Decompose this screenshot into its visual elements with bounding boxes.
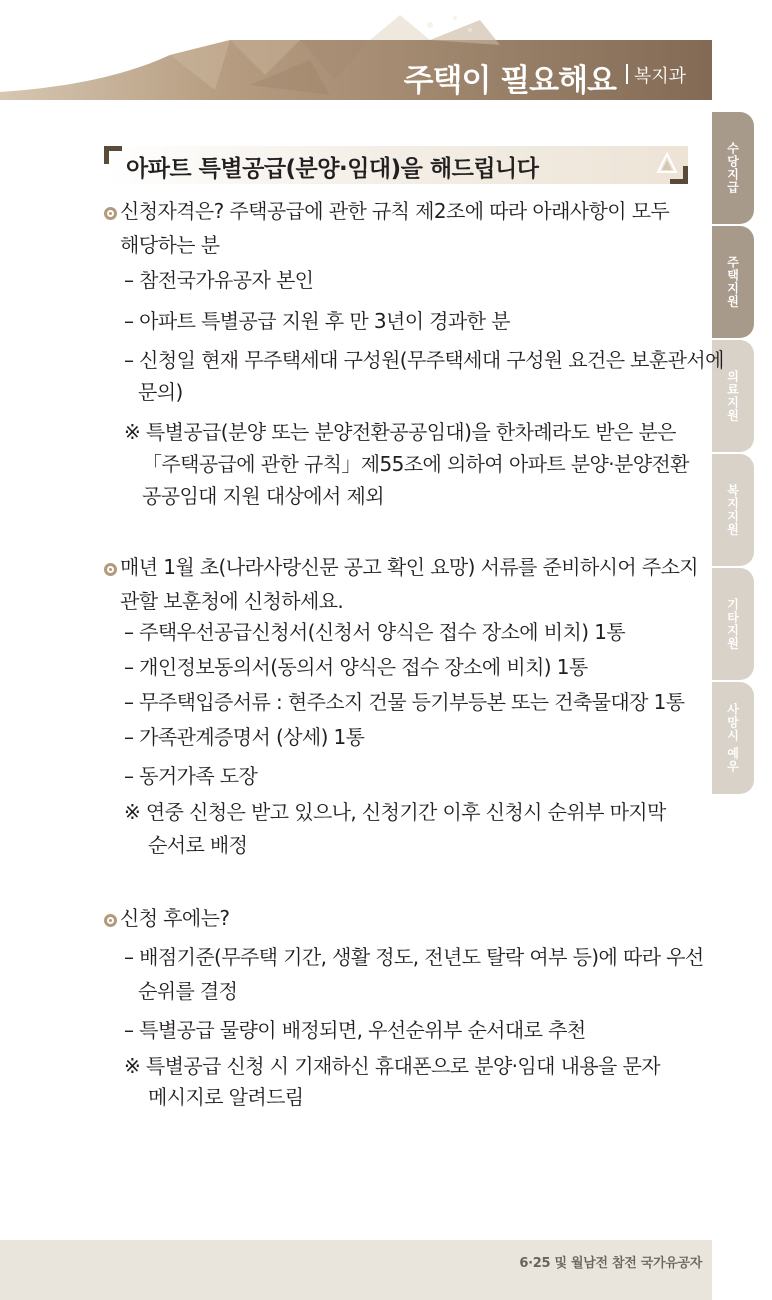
list-item: – 신청일 현재 무주택세대 구성원(무주택세대 구성원 요건은 보훈관서에: [124, 348, 724, 372]
list-item: – 무주택입증서류 : 현주소지 건물 등기부등본 또는 건축물대장 1통: [124, 690, 685, 714]
list-item: – 동거가족 도장: [124, 764, 258, 788]
list-item-cont: 문의): [138, 380, 183, 404]
tab-welfare[interactable]: [712, 454, 754, 566]
tab-housing[interactable]: [712, 226, 754, 338]
page-title: 주택이 필요해요: [403, 63, 616, 99]
tab-label: 복지지원: [725, 484, 740, 536]
eligibility-heading-cont: 해당하는 분: [120, 233, 220, 257]
tab-label: 기타지원: [725, 598, 740, 650]
tab-label: 수당지급: [725, 142, 740, 194]
note-text-cont: 「주택공급에 관한 규칙」제55조에 의하여 아파트 분양·분양전환: [142, 452, 689, 476]
list-item: – 아파트 특별공급 지원 후 만 3년이 경과한 분: [124, 309, 510, 333]
list-item: – 주택우선공급신청서(신청서 양식은 접수 장소에 비치) 1통: [124, 620, 626, 644]
list-item: – 가족관계증명서 (상세) 1통: [124, 725, 365, 749]
note-text: ※ 특별공급(분양 또는 분양전환공공임대)을 한차례라도 받은 분은: [124, 420, 676, 444]
application-heading-cont: 관할 보훈청에 신청하세요.: [120, 589, 344, 613]
bullet-icon: [104, 914, 117, 927]
tab-allowance[interactable]: [712, 112, 754, 224]
application-heading: 매년 1월 초(나라사랑신문 공고 확인 요망) 서류를 준비하시어 주소지: [120, 555, 699, 579]
title-separator: [626, 64, 628, 84]
list-item-cont: 순위를 결정: [138, 979, 238, 1003]
section-tabs: [712, 0, 772, 1300]
tab-label: 주택지원: [725, 256, 740, 308]
note-text-cont: 공공임대 지원 대상에서 제외: [142, 484, 384, 508]
section-title: 아파트 특별공급(분양·임대)을 해드립니다: [126, 156, 539, 182]
note-text: ※ 연중 신청은 받고 있으나, 신청기간 이후 신청시 순위부 마지막: [124, 800, 666, 824]
after-heading: 신청 후에는?: [120, 906, 230, 930]
page-footer: [0, 1240, 712, 1300]
list-item: – 참전국가유공자 본인: [124, 268, 314, 292]
note-text-cont: 메시지로 알려드림: [148, 1085, 304, 1109]
tab-other[interactable]: [712, 568, 754, 680]
tab-label: 사망시 예우: [725, 702, 740, 774]
eligibility-heading: 신청자격은? 주택공급에 관한 규칙 제2조에 따라 아래사항이 모두: [120, 199, 670, 223]
department-label: 복지과: [633, 66, 686, 87]
list-item: – 특별공급 물량이 배정되면, 우선순위부 순서대로 추천: [124, 1018, 586, 1042]
tab-label: 의료지원: [725, 370, 740, 422]
list-item: – 배점기준(무주택 기간, 생활 정도, 전년도 탈락 여부 등)에 따라 우선: [124, 945, 704, 969]
section-title-box: [104, 146, 688, 184]
tab-funeral-honors[interactable]: [712, 682, 754, 794]
footer-text: 6·25 및 월남전 참전 국가유공자: [519, 1256, 702, 1271]
note-text: ※ 특별공급 신청 시 기재하신 휴대폰으로 분양·임대 내용을 문자: [124, 1054, 660, 1078]
bullet-icon: [104, 563, 117, 576]
list-item: – 개인정보동의서(동의서 양식은 접수 장소에 비치) 1통: [124, 655, 588, 679]
triangle-decoration-icon: [656, 152, 678, 174]
corner-bracket-decoration: [104, 146, 122, 164]
page-header: [0, 0, 712, 100]
note-text-cont: 순서로 배정: [148, 833, 248, 857]
bullet-icon: [104, 207, 117, 220]
